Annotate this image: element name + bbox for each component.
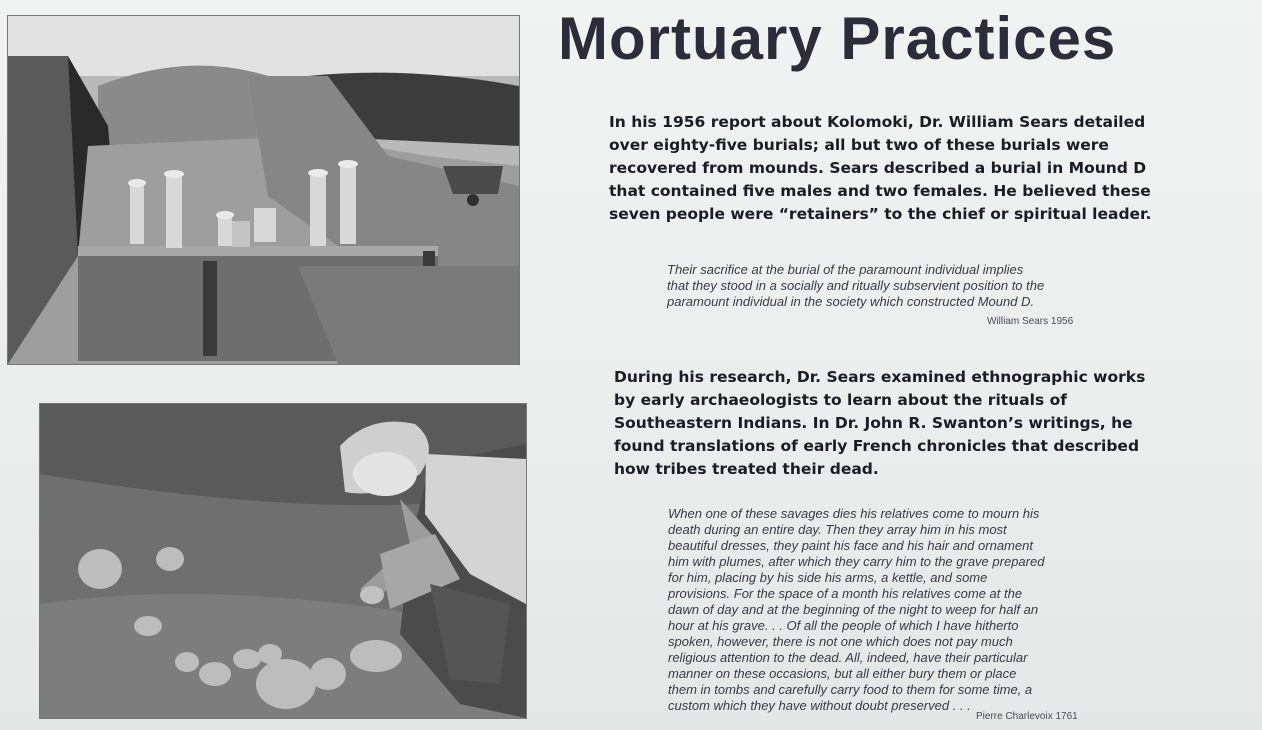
charlevoix-quote-line: hour at his grave. . . Of all the people of which I have hitherto xyxy=(668,618,1019,633)
intro-line: that contained five males and two females. He believed these xyxy=(609,182,1151,200)
sears-quote-line: Their sacrifice at the burial of the paramount individual implies xyxy=(667,262,1024,277)
intro-line: In his 1956 report about Kolomoki, Dr. William Sears detailed xyxy=(609,113,1146,131)
intro-line: over eighty-five burials; all but two of these burials were xyxy=(609,136,1109,154)
intro-paragraph xyxy=(609,111,1189,226)
archaeologist-digging-image xyxy=(40,404,526,718)
archaeologist-photo xyxy=(40,404,526,718)
intro-line: recovered from mounds. Sears described a burial in Mound D xyxy=(609,159,1147,177)
charlevoix-quote-line: provisions. For the space of a month his relatives come at the xyxy=(668,586,1023,601)
sears-quote-line: paramount individual in the society which constructed Mound D. xyxy=(667,294,1035,309)
excavation-site-photo xyxy=(8,16,519,364)
sears-quote xyxy=(667,262,1137,310)
charlevoix-quote-line: him with plumes, after which they carry him to the grave prepared xyxy=(668,554,1045,569)
charlevoix-quote-attribution: Pierre Charlevoix 1761 xyxy=(976,711,1078,722)
charlevoix-quote-line: religious attention to the dead. All, indeed, have their particular xyxy=(668,650,1028,665)
sears-quote-attribution: William Sears 1956 xyxy=(987,316,1074,327)
charlevoix-quote-line: death during an entire day. Then they array him in his most xyxy=(668,522,1007,537)
research-paragraph xyxy=(614,366,1174,481)
charlevoix-quote-line: beautiful dresses, they paint his face and his hair and ornament xyxy=(668,538,1033,553)
charlevoix-quote-line: for him, placing by his side his arms, a kettle, and some xyxy=(668,570,988,585)
panel-title: Mortuary Practices xyxy=(558,5,1117,72)
charlevoix-quote xyxy=(668,506,1098,714)
research-line: found translations of early French chronicles that described xyxy=(614,437,1140,455)
research-line: how tribes treated their dead. xyxy=(614,460,879,478)
research-line: Southeastern Indians. In Dr. John R. Swanton’s writings, he xyxy=(614,414,1133,432)
charlevoix-quote-line: spoken, however, there is not one which does not pay much xyxy=(668,634,1013,649)
intro-line: seven people were “retainers” to the chief or spiritual leader. xyxy=(609,205,1152,223)
excavation-site-image xyxy=(8,16,519,364)
research-line: During his research, Dr. Sears examined ethnographic works xyxy=(614,368,1146,386)
charlevoix-quote-line: When one of these savages dies his relatives come to mourn his xyxy=(668,506,1040,521)
research-line: by early archaeologists to learn about the rituals of xyxy=(614,391,1067,409)
charlevoix-quote-line: manner on these occasions, but all either bury them or place xyxy=(668,666,1017,681)
charlevoix-quote-line: them in tombs and carefully carry food to them for some time, a xyxy=(668,682,1033,697)
charlevoix-quote-line: dawn of day and at the beginning of the night to weep for half an xyxy=(668,602,1039,617)
sears-quote-line: that they stood in a socially and ritually subservient position to the xyxy=(667,278,1045,293)
charlevoix-quote-line: custom which they have without doubt preserved . . . xyxy=(668,698,971,713)
